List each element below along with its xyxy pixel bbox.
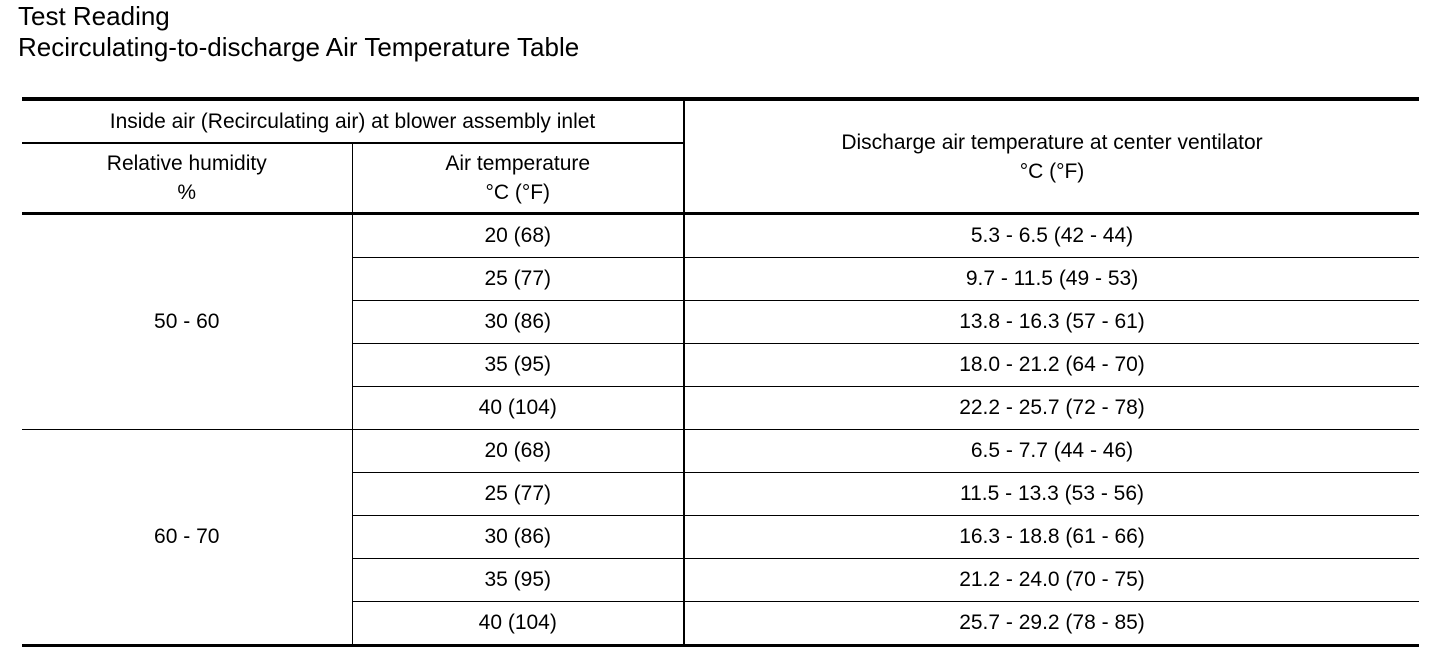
air-temperature-cell: 25 (77) (352, 473, 684, 516)
discharge-temperature-cell: 5.3 - 6.5 (42 - 44) (684, 214, 1419, 258)
discharge-temperature-cell: 22.2 - 25.7 (72 - 78) (684, 387, 1419, 430)
air-temperature-cell: 30 (86) (352, 301, 684, 344)
discharge-temperature-cell: 13.8 - 16.3 (57 - 61) (684, 301, 1419, 344)
discharge-temperature-cell: 21.2 - 24.0 (70 - 75) (684, 559, 1419, 602)
humidity-column-header (22, 143, 352, 214)
discharge-temperature-cell: 18.0 - 21.2 (64 - 70) (684, 344, 1419, 387)
discharge-temperature-cell: 16.3 - 18.8 (61 - 66) (684, 516, 1419, 559)
air-temperature-cell: 40 (104) (352, 602, 684, 646)
discharge-temperature-cell: 6.5 - 7.7 (44 - 46) (684, 430, 1419, 473)
air-temperature-header-label: Air temperature (445, 152, 591, 175)
air-temperature-cell: 25 (77) (352, 258, 684, 301)
air-temperature-cell: 35 (95) (352, 559, 684, 602)
humidity-cell: 50 - 60 (22, 214, 352, 430)
air-temperature-cell: 40 (104) (352, 387, 684, 430)
discharge-temperature-cell: 11.5 - 13.3 (53 - 56) (684, 473, 1419, 516)
air-temperature-cell: 30 (86) (352, 516, 684, 559)
inside-air-group-header: Inside air (Recirculating air) at blower assembly inlet (22, 99, 684, 143)
air-temperature-cell: 20 (68) (352, 214, 684, 258)
air-temperature-cell: 35 (95) (352, 344, 684, 387)
table-title: Recirculating-to-discharge Air Temperature Table (18, 32, 580, 62)
humidity-cell: 60 - 70 (22, 430, 352, 646)
table-body (22, 214, 1419, 646)
table-row (22, 430, 1419, 473)
discharge-temperature-cell: 25.7 - 29.2 (78 - 85) (684, 602, 1419, 646)
table-row (22, 214, 1419, 258)
discharge-header-label: Discharge air temperature at center ventilator (841, 130, 1263, 154)
humidity-header-unit: % (177, 181, 197, 204)
discharge-header-unit: °C (°F) (1019, 159, 1085, 183)
air-temperature-header-unit: °C (°F) (485, 181, 551, 204)
discharge-temperature-cell: 9.7 - 11.5 (49 - 53) (684, 258, 1419, 301)
temperature-table (22, 97, 1419, 647)
header-row-group (22, 99, 1419, 143)
page-title: Test Reading (18, 1, 170, 31)
table-header (22, 99, 1419, 214)
page-heading (18, 0, 579, 64)
humidity-header-label: Relative humidity (106, 152, 267, 175)
air-temperature-column-header (352, 143, 684, 214)
discharge-column-header (684, 99, 1419, 214)
air-temperature-cell: 20 (68) (352, 430, 684, 473)
